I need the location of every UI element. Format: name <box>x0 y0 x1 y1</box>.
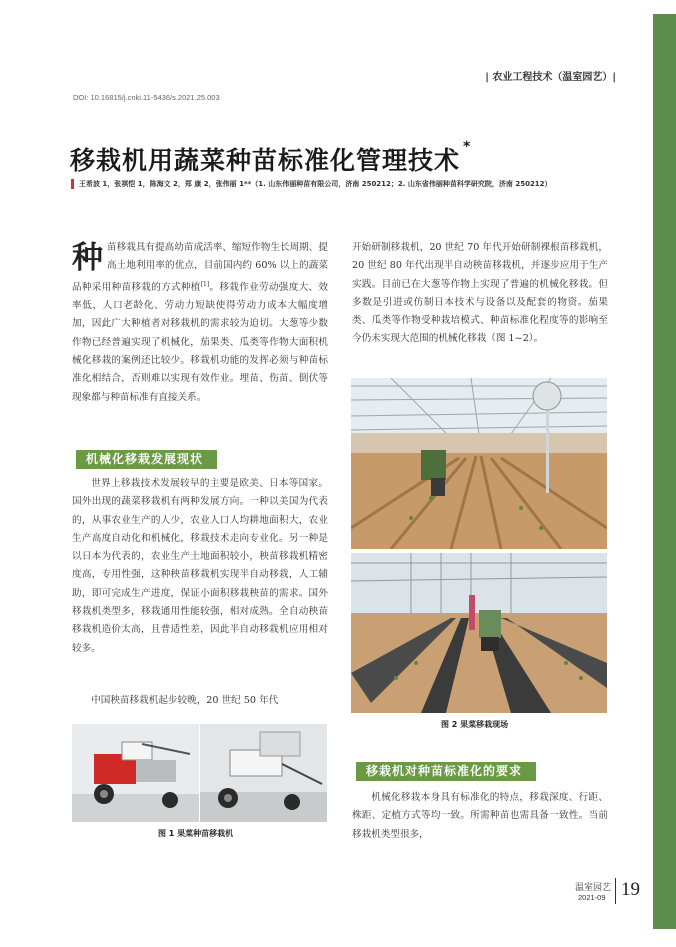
page-edge-tab <box>653 14 676 929</box>
figure-2-caption: 图 2 果菜移栽现场 <box>441 720 509 729</box>
transplanter-photo-red <box>72 724 199 822</box>
drop-cap: 种 <box>72 240 103 276</box>
footer-divider <box>615 878 616 904</box>
citation-ref: [1] <box>200 280 210 288</box>
transplanter-photo-white <box>200 724 327 822</box>
column-tag: | 农业工程技术（温室园艺）| <box>485 72 616 83</box>
section1-paragraph: 世界上移栽技术发展较早的主要是欧美、日本等国家。国外出现的蔬菜移栽机有两种发展方向。一种以美国为代表的，从事农业生产的人少，农业人口人均耕地面积大，农业生产高度自动化和机械化，移栽技术走向专业化。另一种是以日本为代表的，农业生产土地面积较小，秧苗移栽机精密度高，专用性强，这种秧苗移栽机实现半自动移栽，人工辅助，即可完成生产进度，保证小面积移栽秧苗的需求。国外移栽机类型多，移栽通用性能较强，相对成熟。全自动秧苗移栽机造价太高，且普适性差，因此半自动移栽机应用相对较多。 <box>72 478 328 654</box>
greenhouse-photo-top <box>351 378 607 549</box>
figure-1-caption: 图 1 果菜种苗移栽机 <box>158 829 234 838</box>
section-heading-development: 机械化移栽发展现状 <box>72 450 217 469</box>
footer-magazine: 温室园艺 <box>575 883 612 893</box>
section-heading-standards: 移栽机对种苗标准化的要求 <box>352 762 536 781</box>
intro-paragraph: 种苗移栽具有提高幼苗成活率、缩短作物生长周期、提高土地利用率的优点，目前国内约 60% 以上的蔬菜品种采用种苗移栽的方式种植[1]。移栽作业劳动强度大、效率低，人口老龄化、劳动力短缺使得劳动力成本大幅度增加，因此广大种植者对移栽机的需求较为迫切。大葱等少数作物已经普遍实现了机械化，茄果类、瓜类等作物大面积机械化移栽的案例还比较少。移栽机功能的发挥必须与种苗标准化相结合，否则难以实现有效作业。埋苗、伤苗、倒伏等现象都与种苗标准有直接关系。 <box>72 240 329 403</box>
section1-paragraph-2: 中国秧苗移栽机起步较晚，20 世纪 50 年代 <box>91 695 279 706</box>
author-line: 王希波 1，张祺恺 1，陈海文 2，郑 康 2，张伟丽 1**（1. 山东伟丽种苗有限公司，济南 250212；2. 山东省伟丽种苗科学研究院，济南 250212） <box>71 179 552 189</box>
doi-line: DOI: 10.16815/j.cnki.11-5436/s.2021.25.003 <box>73 93 220 102</box>
footer-date: 2021-09 <box>578 893 606 902</box>
greenhouse-photo-bottom <box>351 553 607 713</box>
page-number: 19 <box>621 879 640 900</box>
author-marker <box>71 179 74 189</box>
section2-paragraph: 机械化移栽本身具有标准化的特点，移栽深度、行距、株距、定植方式等均一致。所需种苗也需具备一致性。当前移栽机类型很多， <box>352 792 608 840</box>
article-title: 移栽机用蔬菜种苗标准化管理技术 * <box>70 139 472 175</box>
right-column-paragraph: 开始研制移栽机，20 世纪 70 年代开始研制裸根苗移栽机，20 世纪 80 年代出现半自动秧苗移栽机，并逐步应用于生产实践。目前已在大葱等作物上实现了普遍的机械化移栽。但多数是引进或仿制日本技术与设备以及配套的物资。茄果类、瓜类等作物受种栽培模式、种苗标准化程度等的影响至今仍未实现大范围的机械化移栽（图 1~2）。 <box>352 242 608 345</box>
